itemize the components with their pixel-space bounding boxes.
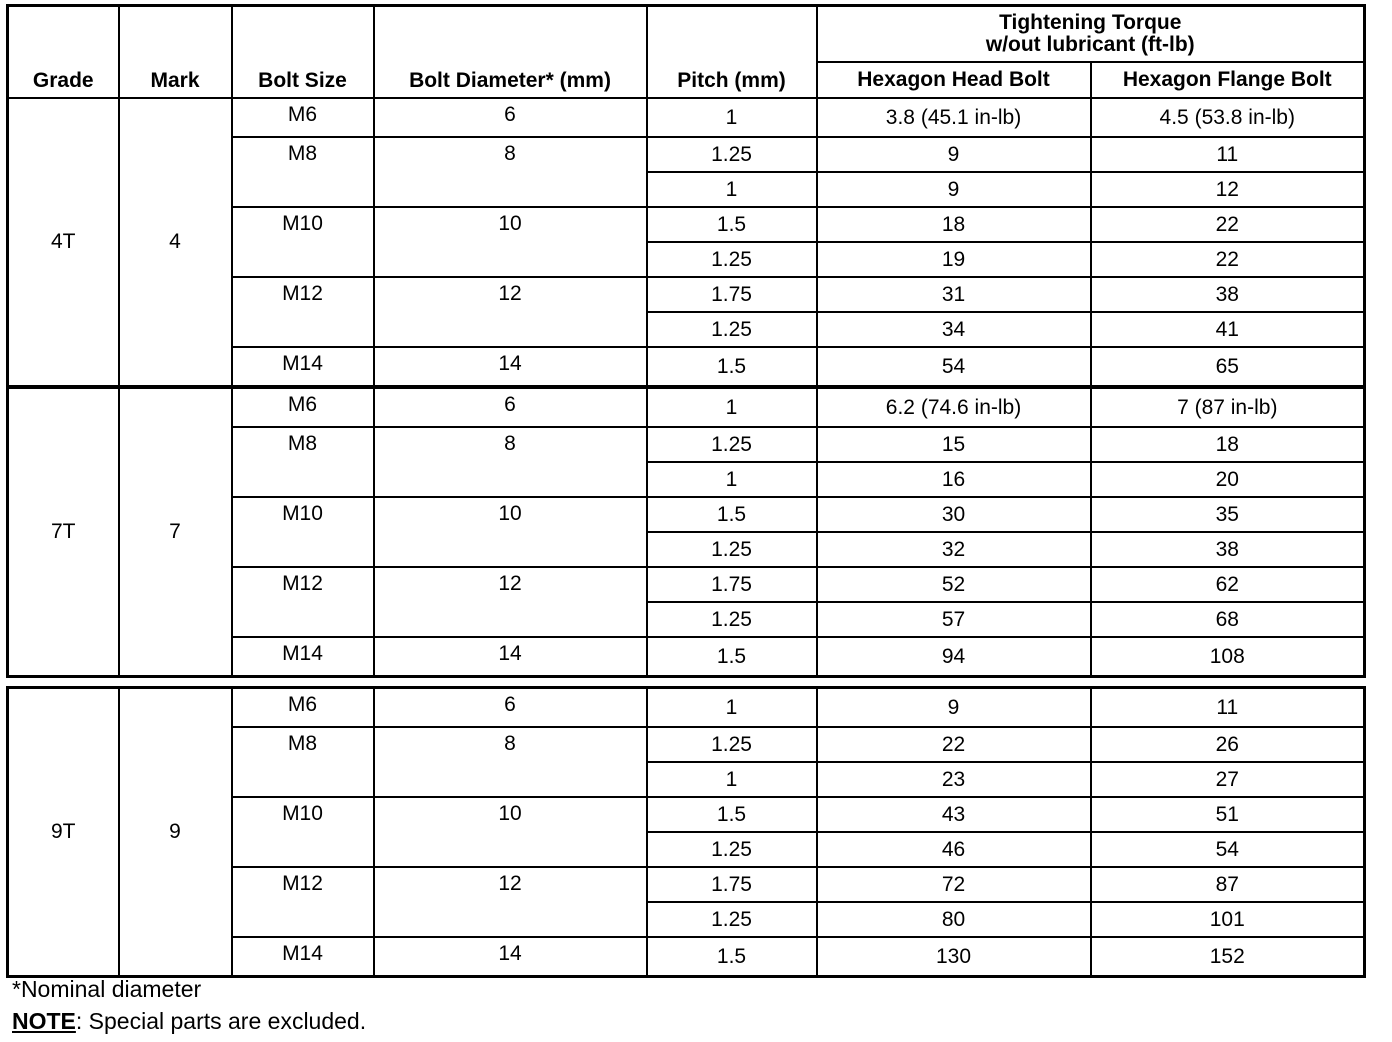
mark-cell: 7 [119, 387, 232, 677]
pitch-cell: 1.5 [647, 347, 817, 387]
hex-flange-torque-cell: 11 [1091, 137, 1365, 172]
torque-table-9t [6, 686, 1366, 978]
pitch-cell: 1 [647, 172, 817, 207]
bolt-size-cell: M14 [232, 937, 374, 977]
bolt-diameter-cell: 6 [374, 98, 647, 137]
bolt-size-cell: M6 [232, 98, 374, 137]
bolt-size-cell: M8 [232, 727, 374, 797]
hex-head-torque-cell: 6.2 (74.6 in-lb) [817, 387, 1091, 427]
hex-head-torque-cell: 15 [817, 427, 1091, 462]
hex-head-torque-cell: 57 [817, 602, 1091, 637]
header-pitch: Pitch (mm) [647, 6, 817, 99]
hex-head-torque-cell: 54 [817, 347, 1091, 387]
pitch-cell: 1.75 [647, 277, 817, 312]
hex-flange-torque-cell: 26 [1091, 727, 1365, 762]
pitch-cell: 1.5 [647, 797, 817, 832]
pitch-cell: 1.25 [647, 532, 817, 567]
pitch-cell: 1.5 [647, 637, 817, 677]
footnote: *Nominal diameter [12, 976, 202, 1002]
hex-flange-torque-cell: 101 [1091, 902, 1365, 937]
bolt-size-cell: M12 [232, 567, 374, 637]
hex-head-torque-cell: 9 [817, 172, 1091, 207]
grade-cell: 9T [8, 688, 119, 977]
bolt-diameter-cell: 12 [374, 867, 647, 937]
header-hex-flange: Hexagon Flange Bolt [1091, 62, 1365, 98]
bolt-diameter-cell: 14 [374, 637, 647, 677]
hex-head-torque-cell: 31 [817, 277, 1091, 312]
pitch-cell: 1.5 [647, 497, 817, 532]
header-bolt-size: Bolt Size [232, 6, 374, 99]
bolt-diameter-cell: 8 [374, 727, 647, 797]
pitch-cell: 1.5 [647, 207, 817, 242]
bolt-size-cell: M10 [232, 497, 374, 567]
hex-head-torque-cell: 34 [817, 312, 1091, 347]
bolt-size-cell: M10 [232, 797, 374, 867]
bolt-size-cell: M14 [232, 637, 374, 677]
hex-flange-torque-cell: 22 [1091, 207, 1365, 242]
hex-flange-torque-cell: 87 [1091, 867, 1365, 902]
hex-flange-torque-cell: 4.5 (53.8 in-lb) [1091, 98, 1365, 137]
pitch-cell: 1.25 [647, 242, 817, 277]
pitch-cell: 1.75 [647, 867, 817, 902]
hex-head-torque-cell: 16 [817, 462, 1091, 497]
hex-flange-torque-cell: 20 [1091, 462, 1365, 497]
table-row [8, 98, 1365, 137]
hex-flange-torque-cell: 18 [1091, 427, 1365, 462]
hex-flange-torque-cell: 51 [1091, 797, 1365, 832]
hex-head-torque-cell: 94 [817, 637, 1091, 677]
bolt-diameter-cell: 14 [374, 937, 647, 977]
header-grade: Grade [8, 6, 119, 99]
bolt-diameter-cell: 10 [374, 497, 647, 567]
header-tightening-torque [817, 6, 1365, 63]
hex-flange-torque-cell: 12 [1091, 172, 1365, 207]
hex-head-torque-cell: 9 [817, 688, 1091, 728]
pitch-cell: 1.25 [647, 602, 817, 637]
header-row [8, 6, 1365, 63]
hex-head-torque-cell: 52 [817, 567, 1091, 602]
hex-head-torque-cell: 46 [817, 832, 1091, 867]
hex-flange-torque-cell: 68 [1091, 602, 1365, 637]
bolt-size-cell: M8 [232, 427, 374, 497]
hex-head-torque-cell: 18 [817, 207, 1091, 242]
pitch-cell: 1.25 [647, 312, 817, 347]
pitch-cell: 1 [647, 688, 817, 728]
hex-flange-torque-cell: 41 [1091, 312, 1365, 347]
header-hex-head: Hexagon Head Bolt [817, 62, 1091, 98]
bolt-diameter-cell: 8 [374, 137, 647, 207]
pitch-cell: 1.75 [647, 567, 817, 602]
hex-flange-torque-cell: 38 [1091, 277, 1365, 312]
hex-head-torque-cell: 9 [817, 137, 1091, 172]
bolt-diameter-cell: 14 [374, 347, 647, 387]
table-row [8, 688, 1365, 728]
header-mark: Mark [119, 6, 232, 99]
bolt-diameter-cell: 12 [374, 567, 647, 637]
hex-head-torque-cell: 19 [817, 242, 1091, 277]
hex-flange-torque-cell: 62 [1091, 567, 1365, 602]
header-torque-line2: w/out lubricant (ft-lb) [985, 33, 1195, 56]
pitch-cell: 1 [647, 462, 817, 497]
hex-flange-torque-cell: 152 [1091, 937, 1365, 977]
bolt-size-cell: M12 [232, 867, 374, 937]
mark-cell: 9 [119, 688, 232, 977]
pitch-cell: 1.25 [647, 902, 817, 937]
pitch-cell: 1.25 [647, 832, 817, 867]
hex-flange-torque-cell: 7 (87 in-lb) [1091, 387, 1365, 427]
bolt-diameter-cell: 10 [374, 797, 647, 867]
hex-flange-torque-cell: 65 [1091, 347, 1365, 387]
header-bolt-diameter: Bolt Diameter* (mm) [374, 6, 647, 99]
hex-head-torque-cell: 30 [817, 497, 1091, 532]
bolt-size-cell: M8 [232, 137, 374, 207]
hex-flange-torque-cell: 108 [1091, 637, 1365, 677]
hex-head-torque-cell: 32 [817, 532, 1091, 567]
hex-flange-torque-cell: 38 [1091, 532, 1365, 567]
note-label: NOTE [12, 1008, 76, 1034]
hex-head-torque-cell: 130 [817, 937, 1091, 977]
bolt-diameter-cell: 10 [374, 207, 647, 277]
pitch-cell: 1 [647, 98, 817, 137]
grade-cell: 4T [8, 98, 119, 387]
hex-head-torque-cell: 3.8 (45.1 in-lb) [817, 98, 1091, 137]
bolt-diameter-cell: 6 [374, 688, 647, 728]
pitch-cell: 1 [647, 762, 817, 797]
hex-head-torque-cell: 43 [817, 797, 1091, 832]
table-row [8, 387, 1365, 427]
grade-cell: 7T [8, 387, 119, 677]
note-text: : Special parts are excluded. [75, 1008, 367, 1034]
pitch-cell: 1.25 [647, 427, 817, 462]
hex-flange-torque-cell: 54 [1091, 832, 1365, 867]
hex-flange-torque-cell: 22 [1091, 242, 1365, 277]
hex-head-torque-cell: 72 [817, 867, 1091, 902]
bolt-size-cell: M6 [232, 688, 374, 728]
bolt-size-cell: M12 [232, 277, 374, 347]
torque-table-4t-7t [6, 4, 1366, 678]
pitch-cell: 1.25 [647, 137, 817, 172]
bolt-diameter-cell: 6 [374, 387, 647, 427]
mark-cell: 4 [119, 98, 232, 387]
hex-flange-torque-cell: 11 [1091, 688, 1365, 728]
bolt-size-cell: M10 [232, 207, 374, 277]
bolt-size-cell: M14 [232, 347, 374, 387]
hex-flange-torque-cell: 35 [1091, 497, 1365, 532]
header-torque-line1: Tightening Torque [999, 11, 1182, 34]
bolt-diameter-cell: 12 [374, 277, 647, 347]
bolt-diameter-cell: 8 [374, 427, 647, 497]
pitch-cell: 1.5 [647, 937, 817, 977]
note-line [12, 1005, 366, 1037]
notes [12, 973, 366, 1037]
hex-head-torque-cell: 80 [817, 902, 1091, 937]
hex-flange-torque-cell: 27 [1091, 762, 1365, 797]
hex-head-torque-cell: 23 [817, 762, 1091, 797]
pitch-cell: 1.25 [647, 727, 817, 762]
pitch-cell: 1 [647, 387, 817, 427]
hex-head-torque-cell: 22 [817, 727, 1091, 762]
bolt-size-cell: M6 [232, 387, 374, 427]
